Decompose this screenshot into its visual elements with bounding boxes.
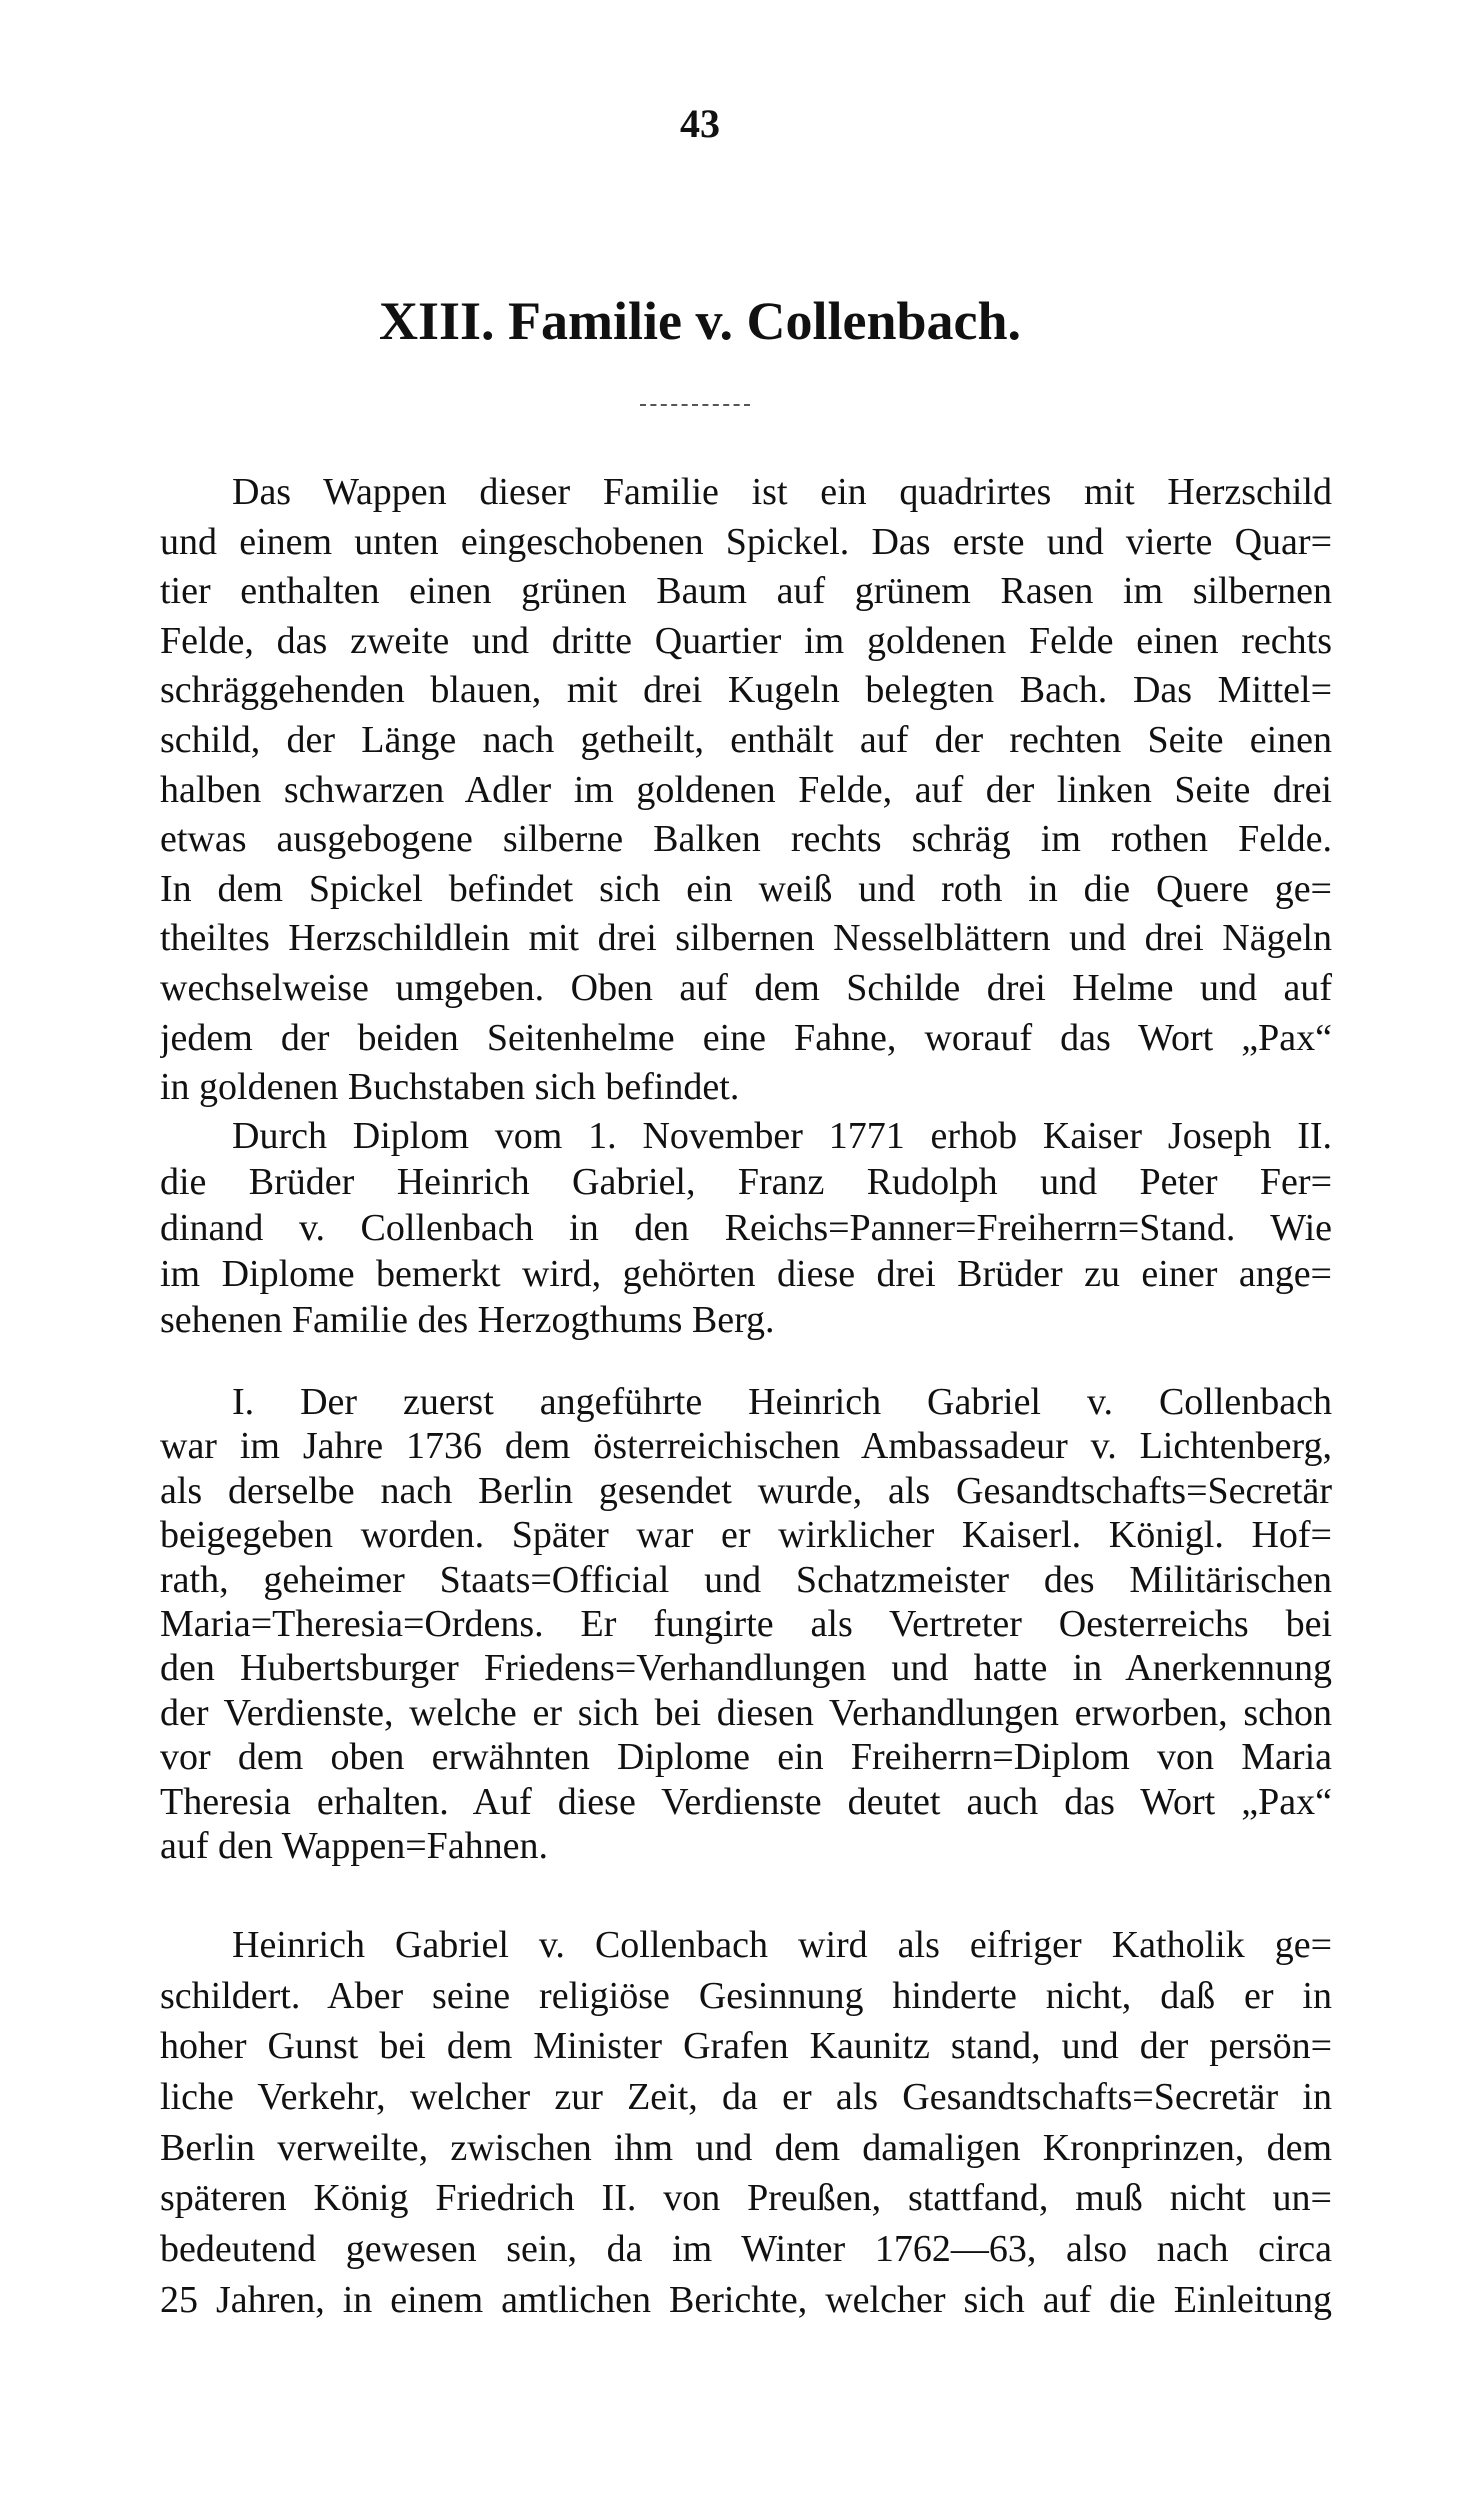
text-line: Theresia erhalten. Auf diese Verdienste deutet auch das Wort „Pax“ (160, 1780, 1332, 1823)
text-line: schildert. Aber seine religiöse Gesinnung hinderte nicht, daß er in (160, 1974, 1332, 2017)
text-line: dinand v. Collenbach in den Reichs=Panner=Freiherrn=Stand. Wie (160, 1207, 1332, 1249)
text-line: war im Jahre 1736 dem österreichischen Ambassadeur v. Lichtenberg, (160, 1425, 1332, 1468)
text-line: Das Wappen dieser Familie ist ein quadrirtes mit Herzschild (232, 471, 1332, 513)
text-line: und einem unten eingeschobenen Spickel. Das erste und vierte Quar= (160, 520, 1332, 563)
text-line: hoher Gunst bei dem Minister Grafen Kaunitz stand, und der persön= (160, 2025, 1332, 2068)
text-line: Felde, das zweite und dritte Quartier im goldenen Felde einen rechts (160, 619, 1332, 662)
title-divider (640, 404, 750, 406)
page-number: 43 (680, 101, 720, 146)
text-line: als derselbe nach Berlin gesendet wurde, als Gesandtschafts=Secretär (160, 1469, 1332, 1512)
text-line: in goldenen Buchstaben sich befindet. (160, 1066, 740, 1109)
text-line: späteren König Friedrich II. von Preußen, stattfand, muß nicht un= (160, 2177, 1332, 2220)
text-line: jedem der beiden Seitenhelme eine Fahne, worauf das Wort „Pax“ (160, 1016, 1332, 1059)
text-line: bedeutend gewesen sein, da im Winter 1762—63, also nach circa (160, 2228, 1332, 2271)
paragraph-heinrich-gabriel-character (160, 1920, 1332, 2326)
paragraph-heinrich-gabriel (160, 1380, 1332, 1868)
chapter-title: XIII. Familie v. Collenbach. (378, 291, 1022, 351)
text-line: liche Verkehr, welcher zur Zeit, da er als Gesandtschafts=Secretär in (160, 2076, 1332, 2119)
text-line: der Verdienste, welche er sich bei diesen Verhandlungen erworben, schon (160, 1691, 1332, 1734)
text-line: In dem Spickel befindet sich ein weiß und roth in die Quere ge= (160, 867, 1332, 910)
text-line: Maria=Theresia=Ordens. Er fungirte als Vertreter Oesterreichs bei (160, 1602, 1332, 1645)
text-line: halben schwarzen Adler im goldenen Felde, auf der linken Seite drei (160, 768, 1332, 811)
text-line: den Hubertsburger Friedens=Verhandlungen und hatte in Anerkennung (160, 1647, 1332, 1690)
text-line: etwas ausgebogene silberne Balken rechts schräg im rothen Felde. (160, 818, 1332, 861)
text-line: beigegeben worden. Später war er wirklicher Kaiserl. Königl. Hof= (160, 1514, 1332, 1557)
text-line: Berlin verweilte, zwischen ihm und dem damaligen Kronprinzen, dem (160, 2126, 1332, 2169)
text-line: Heinrich Gabriel v. Collenbach wird als eifriger Katholik ge= (232, 1924, 1332, 1966)
text-line: 25 Jahren, in einem amtlichen Berichte, welcher sich auf die Einleitung (160, 2278, 1332, 2321)
text-line: vor dem oben erwähnten Diplome ein Freiherrn=Diplom von Maria (160, 1736, 1332, 1779)
text-line: schild, der Länge nach getheilt, enthält auf der rechten Seite einen (160, 718, 1332, 761)
paragraph-diploma (160, 1113, 1332, 1343)
text-line: theiltes Herzschildlein mit drei silbernen Nesselblättern und drei Nägeln (160, 917, 1332, 960)
text-line: auf den Wappen=Fahnen. (160, 1824, 549, 1867)
text-line: schräggehenden blauen, mit drei Kugeln belegten Bach. Das Mittel= (160, 669, 1332, 712)
text-line: im Diplome bemerkt wird, gehörten diese drei Brüder zu einer ange= (160, 1253, 1332, 1295)
text-line: I. Der zuerst angeführte Heinrich Gabriel v. Collenbach (232, 1381, 1332, 1423)
text-line: Durch Diplom vom 1. November 1771 erhob Kaiser Joseph II. (232, 1115, 1332, 1157)
text-line: sehenen Familie des Herzogthums Berg. (160, 1299, 775, 1341)
text-line: die Brüder Heinrich Gabriel, Franz Rudolph und Peter Fer= (160, 1161, 1332, 1203)
text-line: tier enthalten einen grünen Baum auf grünem Rasen im silbernen (160, 570, 1332, 613)
paragraph-coat-of-arms (160, 468, 1332, 1113)
text-line: wechselweise umgeben. Oben auf dem Schilde drei Helme und auf (160, 966, 1332, 1009)
text-line: rath, geheimer Staats=Official und Schatzmeister des Militärischen (160, 1558, 1332, 1601)
